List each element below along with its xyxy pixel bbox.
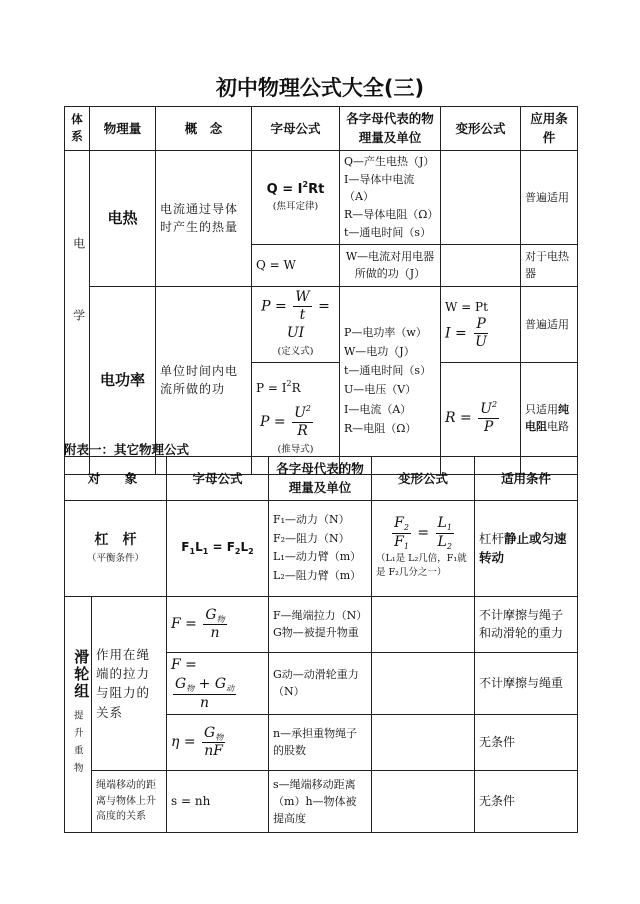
- power-derived-note: (推导式): [277, 444, 314, 456]
- lever-formula: $F_1L_1 = F_2L_2$: [167, 500, 269, 596]
- pulley-units2: G动—动滑轮重力（N）: [269, 652, 372, 714]
- power-cond2-bold: 纯电阻: [525, 403, 569, 434]
- table-row: [65, 150, 578, 244]
- system-cell: [65, 150, 90, 474]
- heat-units2: W—电流对用电器所做的功（J）: [340, 244, 441, 286]
- pulley-note: 提升重物: [71, 709, 83, 780]
- pulley-cond1: 不计摩擦与绳子和动滑轮的重力: [475, 596, 578, 652]
- t2-header-transform: 变形公式: [372, 457, 475, 501]
- lever-trans-note: （L₁是 L₂几倍，F₁就是 F₂几分之一）: [376, 552, 467, 579]
- appendix-title: 附表一：其它物理公式: [64, 442, 190, 457]
- power-trans-i: I = $\frac{P}{U}$: [445, 316, 487, 351]
- power-def-note: (定义式): [277, 346, 314, 358]
- power-concept: 单位时间内电流所做的功: [156, 286, 252, 474]
- pulley-units1: F—绳端拉力（N）G物—被提升物重: [269, 596, 372, 652]
- heat-transform2-empty: [441, 244, 521, 286]
- heat-cond2: 对于电热器: [521, 244, 578, 286]
- joule-law-formula: $Q = I^2Rt$: [266, 180, 325, 198]
- lever-units-cell: [269, 500, 372, 596]
- table-row: [65, 770, 578, 832]
- header-quantity: 物理量: [90, 107, 156, 151]
- heat-transform-empty: [441, 150, 521, 244]
- lever-trans-formula: $\frac{F_2}{F_1}$ = $\frac{L_1}{L_2}$: [394, 515, 452, 552]
- power-unit-p: P—电功率（w）: [344, 325, 427, 339]
- heat-name: 电热: [90, 150, 156, 286]
- table2-header-row: [65, 457, 578, 501]
- t2-header-condition: 适用条件: [475, 457, 578, 501]
- power-cond1: 普遍适用: [521, 286, 578, 362]
- lever-cond-cell: [475, 500, 578, 596]
- header-condition: 应用条件: [521, 107, 578, 151]
- t2-header-object: 对 象: [65, 457, 167, 501]
- lever-unit-l2: L₂—阻力臂（m）: [273, 568, 362, 582]
- lever-unit-f2: F₂—阻力（N）: [273, 531, 350, 545]
- other-formula-table: [64, 456, 578, 833]
- power-derived-i2r: $P = I^2R$: [256, 379, 301, 396]
- pulley-trans2-empty: [372, 652, 475, 714]
- pulley-cond3: 无条件: [475, 714, 578, 770]
- power-trans-r: R = $\frac{U^2}{P}$: [445, 400, 498, 436]
- heat-unit-t: t—通电时间（s）: [344, 225, 432, 239]
- table-row: [65, 500, 578, 596]
- pulley-dist-desc: 绳端移动的距离与物体上升高度的关系: [92, 770, 167, 832]
- lever-cond-prefix: 杠杆: [479, 530, 505, 546]
- power-unit-r: R—电阻（Ω）: [344, 421, 417, 435]
- table-row: [65, 596, 578, 652]
- power-trans-w: W = Pt: [445, 299, 488, 314]
- page-title: 初中物理公式大全(三): [215, 76, 425, 100]
- heat-unit-q: Q—产生电热（J）: [344, 155, 435, 169]
- lever-name: 杠 杆: [94, 532, 137, 549]
- lever-unit-f1: F₁—动力（N）: [273, 512, 350, 526]
- heat-formula-note: (焦耳定律): [272, 201, 319, 213]
- pulley-formula3: η = $\frac{G_物}{nF}$: [167, 714, 269, 770]
- power-derived-u2r: P = $\frac{U^2}{R}$: [260, 403, 311, 439]
- power-unit-w: W—电功（J）: [344, 344, 415, 358]
- pulley-name: 滑轮组: [72, 648, 91, 700]
- system-label: 电学: [71, 237, 86, 382]
- pulley-dist-formula: s = nh: [167, 770, 269, 832]
- pulley-dist-units: s—绳端移动距离（m）h—物体被提高度: [269, 770, 372, 832]
- pulley-trans1-empty: [372, 596, 475, 652]
- power-unit-u: U—电压（V）: [344, 383, 417, 397]
- heat-concept: 电流通过导体时产生的热量: [156, 150, 252, 286]
- pulley-formula1: F = $\frac{G_物}{n}$: [167, 596, 269, 652]
- power-unit-t: t—通电时间（s）: [344, 364, 432, 377]
- t2-header-units: 各字母代表的物理量及单位: [269, 457, 372, 501]
- power-units-cell: [340, 286, 441, 474]
- lever-trans-cell: [372, 500, 475, 596]
- pulley-name-cell: [65, 596, 92, 832]
- heat-formula2: Q = W: [252, 244, 340, 286]
- table-row: [65, 286, 578, 362]
- electric-formula-table: [64, 106, 578, 475]
- heat-cond1: 普遍适用: [521, 150, 578, 244]
- header-system: 体系: [65, 107, 90, 151]
- lever-cell: [65, 500, 167, 596]
- lever-cond-bold: 静止或匀速转动: [479, 530, 567, 566]
- header-units: 各字母代表的物理量及单位: [340, 107, 441, 151]
- pulley-units3: n—承担重物绳子的股数: [269, 714, 372, 770]
- pulley-dist-trans-empty: [372, 770, 475, 832]
- pulley-desc: 作用在绳端的拉力与阻力的关系: [92, 596, 167, 770]
- power-def-cell: [252, 286, 340, 362]
- power-name: 电功率: [90, 286, 156, 474]
- heat-unit-r: R—导体电阻（Ω）: [344, 208, 439, 222]
- heat-formula-cell: [252, 150, 340, 244]
- power-trans1-cell: [441, 286, 521, 362]
- pulley-trans3-empty: [372, 714, 475, 770]
- power-unit-i: I—电流（A）: [344, 402, 412, 416]
- pulley-dist-cond: 无条件: [475, 770, 578, 832]
- header-formula: 字母公式: [252, 107, 340, 151]
- heat-unit-i: I—导体中电流（A）: [344, 172, 415, 204]
- power-cond2-suffix: 电路: [547, 420, 569, 434]
- header-transform: 变形公式: [441, 107, 521, 151]
- table1-header-row: [65, 107, 578, 151]
- pulley-cond2: 不计摩擦与绳重: [475, 652, 578, 714]
- header-concept: 概 念: [156, 107, 252, 151]
- power-definition-formula: P = $\frac{W}{t}$ = UI: [261, 288, 330, 342]
- lever-note: （平衡条件）: [87, 552, 145, 564]
- heat-units-cell: [340, 150, 441, 244]
- lever-unit-l1: L₁—动力臂（m）: [273, 550, 362, 564]
- t2-header-formula: 字母公式: [167, 457, 269, 501]
- power-cond2-prefix: 只适用: [525, 403, 558, 417]
- pulley-formula2: F = $\frac{G_物 + G_动}{n}$: [167, 652, 269, 714]
